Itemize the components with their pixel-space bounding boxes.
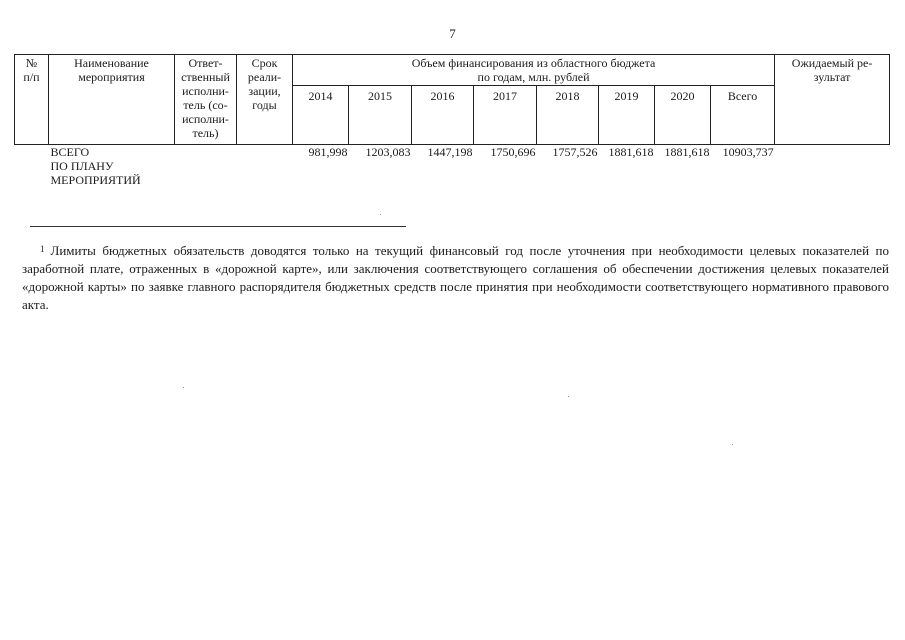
cell-period — [237, 145, 293, 188]
cell-executor — [175, 145, 237, 188]
header-year-2017: 2017 — [474, 86, 537, 145]
cell-value-2020: 1881,618 — [664, 145, 710, 159]
header-result: Ожидаемый ре- зультат — [775, 55, 890, 145]
cell-value-total: 10903,737 — [722, 145, 774, 159]
header-year-total: Всего — [711, 86, 775, 145]
header-executor: Ответ- ственный исполни- тель (со- исполни- тель) — [175, 55, 237, 145]
cell-num — [15, 145, 49, 188]
header-num: № п/п — [15, 55, 49, 145]
funding-table — [14, 54, 890, 187]
cell-value-2014: 981,998 — [308, 145, 348, 159]
page-number: 7 — [449, 26, 456, 41]
header-name: Наименование мероприятия — [49, 55, 175, 145]
header-year-2014: 2014 — [293, 86, 349, 145]
cell-value-2015: 1203,083 — [365, 145, 411, 159]
cell-value-2018: 1757,526 — [552, 145, 598, 159]
header-year-2019: 2019 — [599, 86, 655, 145]
footnote-text: Лимиты бюджетных обязательств доводятся только на текущий финансовый год после уточнения при необходимости целевых показателей по заработной плате, отраженных в «дорожной карте», или заключения соответствующего соглашения об обеспечении достижения целевых показателей «дорожной карты» по заявке главного распорядителя бюджетных средств после принятия при необходимости соответствующего нормативного правового акта. — [22, 243, 889, 312]
header-year-2018: 2018 — [537, 86, 599, 145]
scan-speck — [568, 396, 569, 397]
header-year-2020: 2020 — [655, 86, 711, 145]
footnote-separator — [30, 226, 406, 227]
header-period: Срок реали- зации, годы — [237, 55, 293, 145]
footnote-marker: 1 — [40, 244, 45, 254]
scan-speck — [732, 444, 733, 445]
footnote — [22, 242, 889, 314]
cell-value-2016: 1447,198 — [427, 145, 473, 159]
cell-value-2019: 1881,618 — [608, 145, 654, 159]
table-row-total — [15, 145, 890, 188]
cell-value-2017: 1750,696 — [490, 145, 536, 159]
header-year-2015: 2015 — [349, 86, 412, 145]
cell-result — [775, 145, 890, 188]
header-funding-group: Объем финансирования из областного бюджета по годам, млн. рублей — [293, 55, 775, 86]
cell-total-label: ВСЕГО ПО ПЛАНУ МЕРОПРИЯТИЙ — [50, 145, 141, 187]
scan-speck — [183, 387, 184, 388]
header-year-2016: 2016 — [412, 86, 474, 145]
scan-speck — [380, 214, 381, 215]
